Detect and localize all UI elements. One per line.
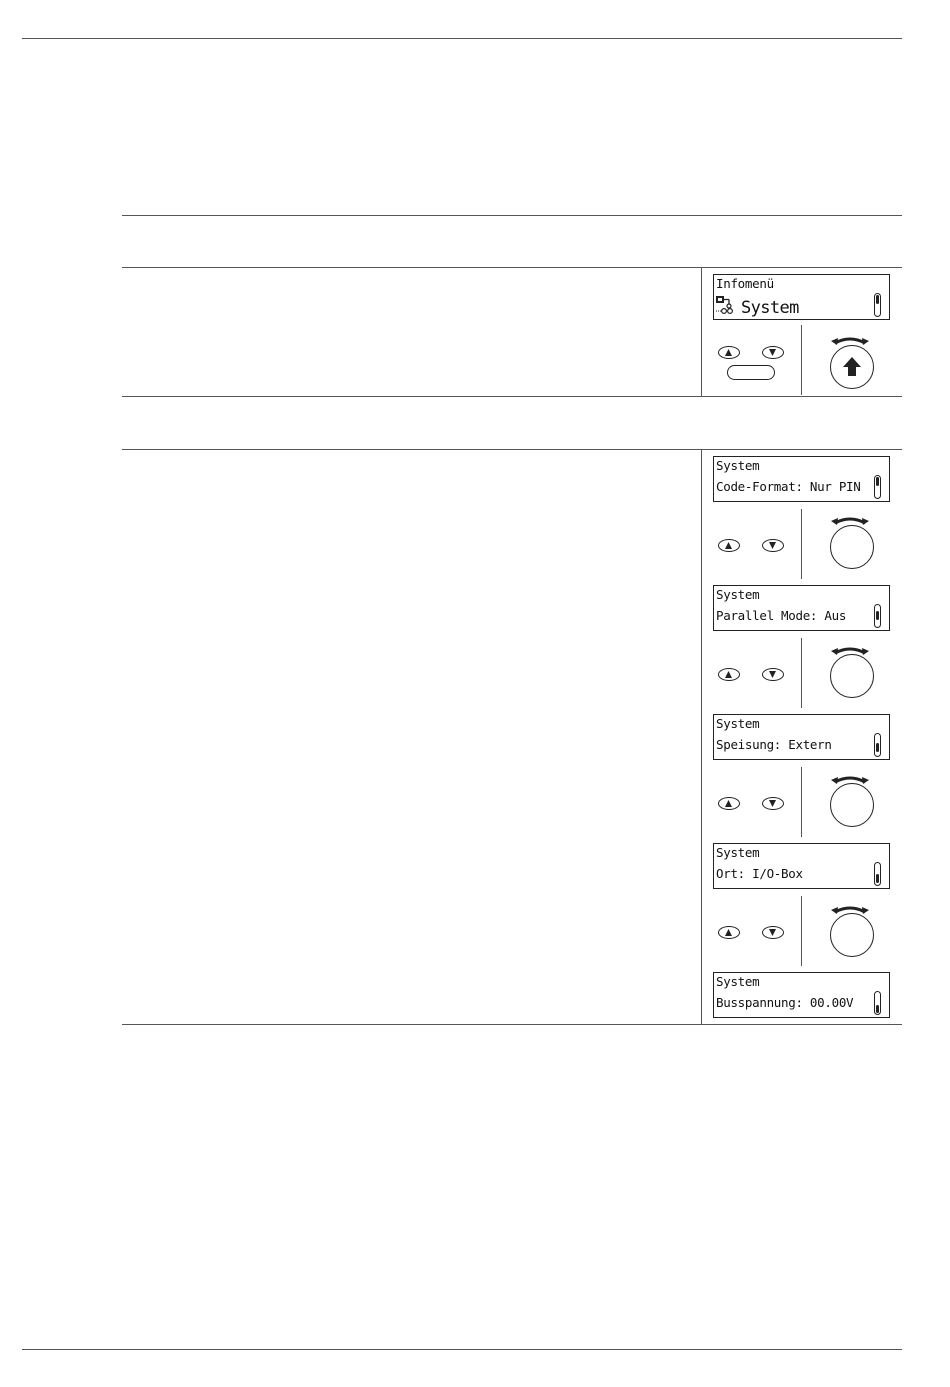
down-button[interactable] — [762, 668, 784, 681]
up-button[interactable] — [718, 668, 740, 681]
table1-top-rule — [122, 215, 902, 216]
lcd-display — [713, 274, 890, 320]
control-divider — [801, 509, 802, 579]
lcd-display — [713, 585, 890, 631]
down-button[interactable] — [762, 926, 784, 939]
scroll-indicator — [874, 475, 881, 499]
lcd-value: System — [741, 298, 799, 318]
lcd-title: System — [716, 458, 760, 473]
page-top-rule — [22, 38, 902, 39]
rotary-knob[interactable] — [830, 525, 874, 569]
table2-bottom-rule — [122, 1024, 902, 1025]
triangle-up-icon — [724, 541, 733, 550]
lcd-display — [713, 714, 890, 760]
rotate-arrows-icon — [830, 333, 870, 345]
table1-row-rule — [122, 267, 902, 268]
rotary-knob[interactable] — [830, 654, 874, 698]
scroll-indicator — [874, 862, 881, 886]
triangle-down-icon — [768, 348, 777, 357]
lcd-value: Ort: I/O-Box — [716, 866, 803, 881]
lcd-title: System — [716, 845, 760, 860]
table1-bottom-rule — [122, 396, 902, 397]
arrow-up-icon — [842, 356, 862, 378]
triangle-down-icon — [768, 928, 777, 937]
lcd-display — [713, 456, 890, 502]
rotate-arrows-icon — [830, 513, 870, 525]
control-divider — [801, 767, 802, 837]
triangle-down-icon — [768, 541, 777, 550]
table2-col-divider — [701, 449, 702, 1024]
lcd-display — [713, 843, 890, 889]
triangle-up-icon — [724, 348, 733, 357]
lcd-value: Busspannung: 00.00V — [716, 995, 854, 1010]
scroll-indicator — [874, 604, 881, 628]
up-button[interactable] — [718, 539, 740, 552]
rotary-knob[interactable] — [830, 345, 874, 389]
triangle-down-icon — [768, 799, 777, 808]
lcd-title: System — [716, 974, 760, 989]
lcd-value: Parallel Mode: Aus — [716, 608, 847, 623]
triangle-up-icon — [724, 670, 733, 679]
scroll-indicator — [874, 733, 881, 757]
table2-top-rule — [122, 449, 902, 450]
down-button[interactable] — [762, 346, 784, 359]
enter-button[interactable] — [727, 365, 775, 380]
up-button[interactable] — [718, 346, 740, 359]
up-button[interactable] — [718, 797, 740, 810]
triangle-down-icon — [768, 670, 777, 679]
down-button[interactable] — [762, 797, 784, 810]
page-bottom-rule — [22, 1349, 902, 1350]
lcd-title: System — [716, 716, 760, 731]
system-icon — [715, 295, 739, 317]
down-button[interactable] — [762, 539, 784, 552]
table1-col-divider — [701, 267, 702, 396]
lcd-title: System — [716, 587, 760, 602]
up-button[interactable] — [718, 926, 740, 939]
lcd-display — [713, 972, 890, 1018]
control-divider — [801, 896, 802, 966]
rotary-knob[interactable] — [830, 913, 874, 957]
scroll-indicator — [874, 293, 881, 317]
lcd-value: Speisung: Extern — [716, 737, 832, 752]
rotary-knob[interactable] — [830, 783, 874, 827]
control-divider — [801, 638, 802, 708]
scroll-indicator — [874, 991, 881, 1015]
lcd-title: Infomenü — [716, 276, 774, 291]
triangle-up-icon — [724, 799, 733, 808]
control-divider — [801, 325, 802, 395]
triangle-up-icon — [724, 928, 733, 937]
lcd-value: Code-Format: Nur PIN — [716, 479, 861, 494]
